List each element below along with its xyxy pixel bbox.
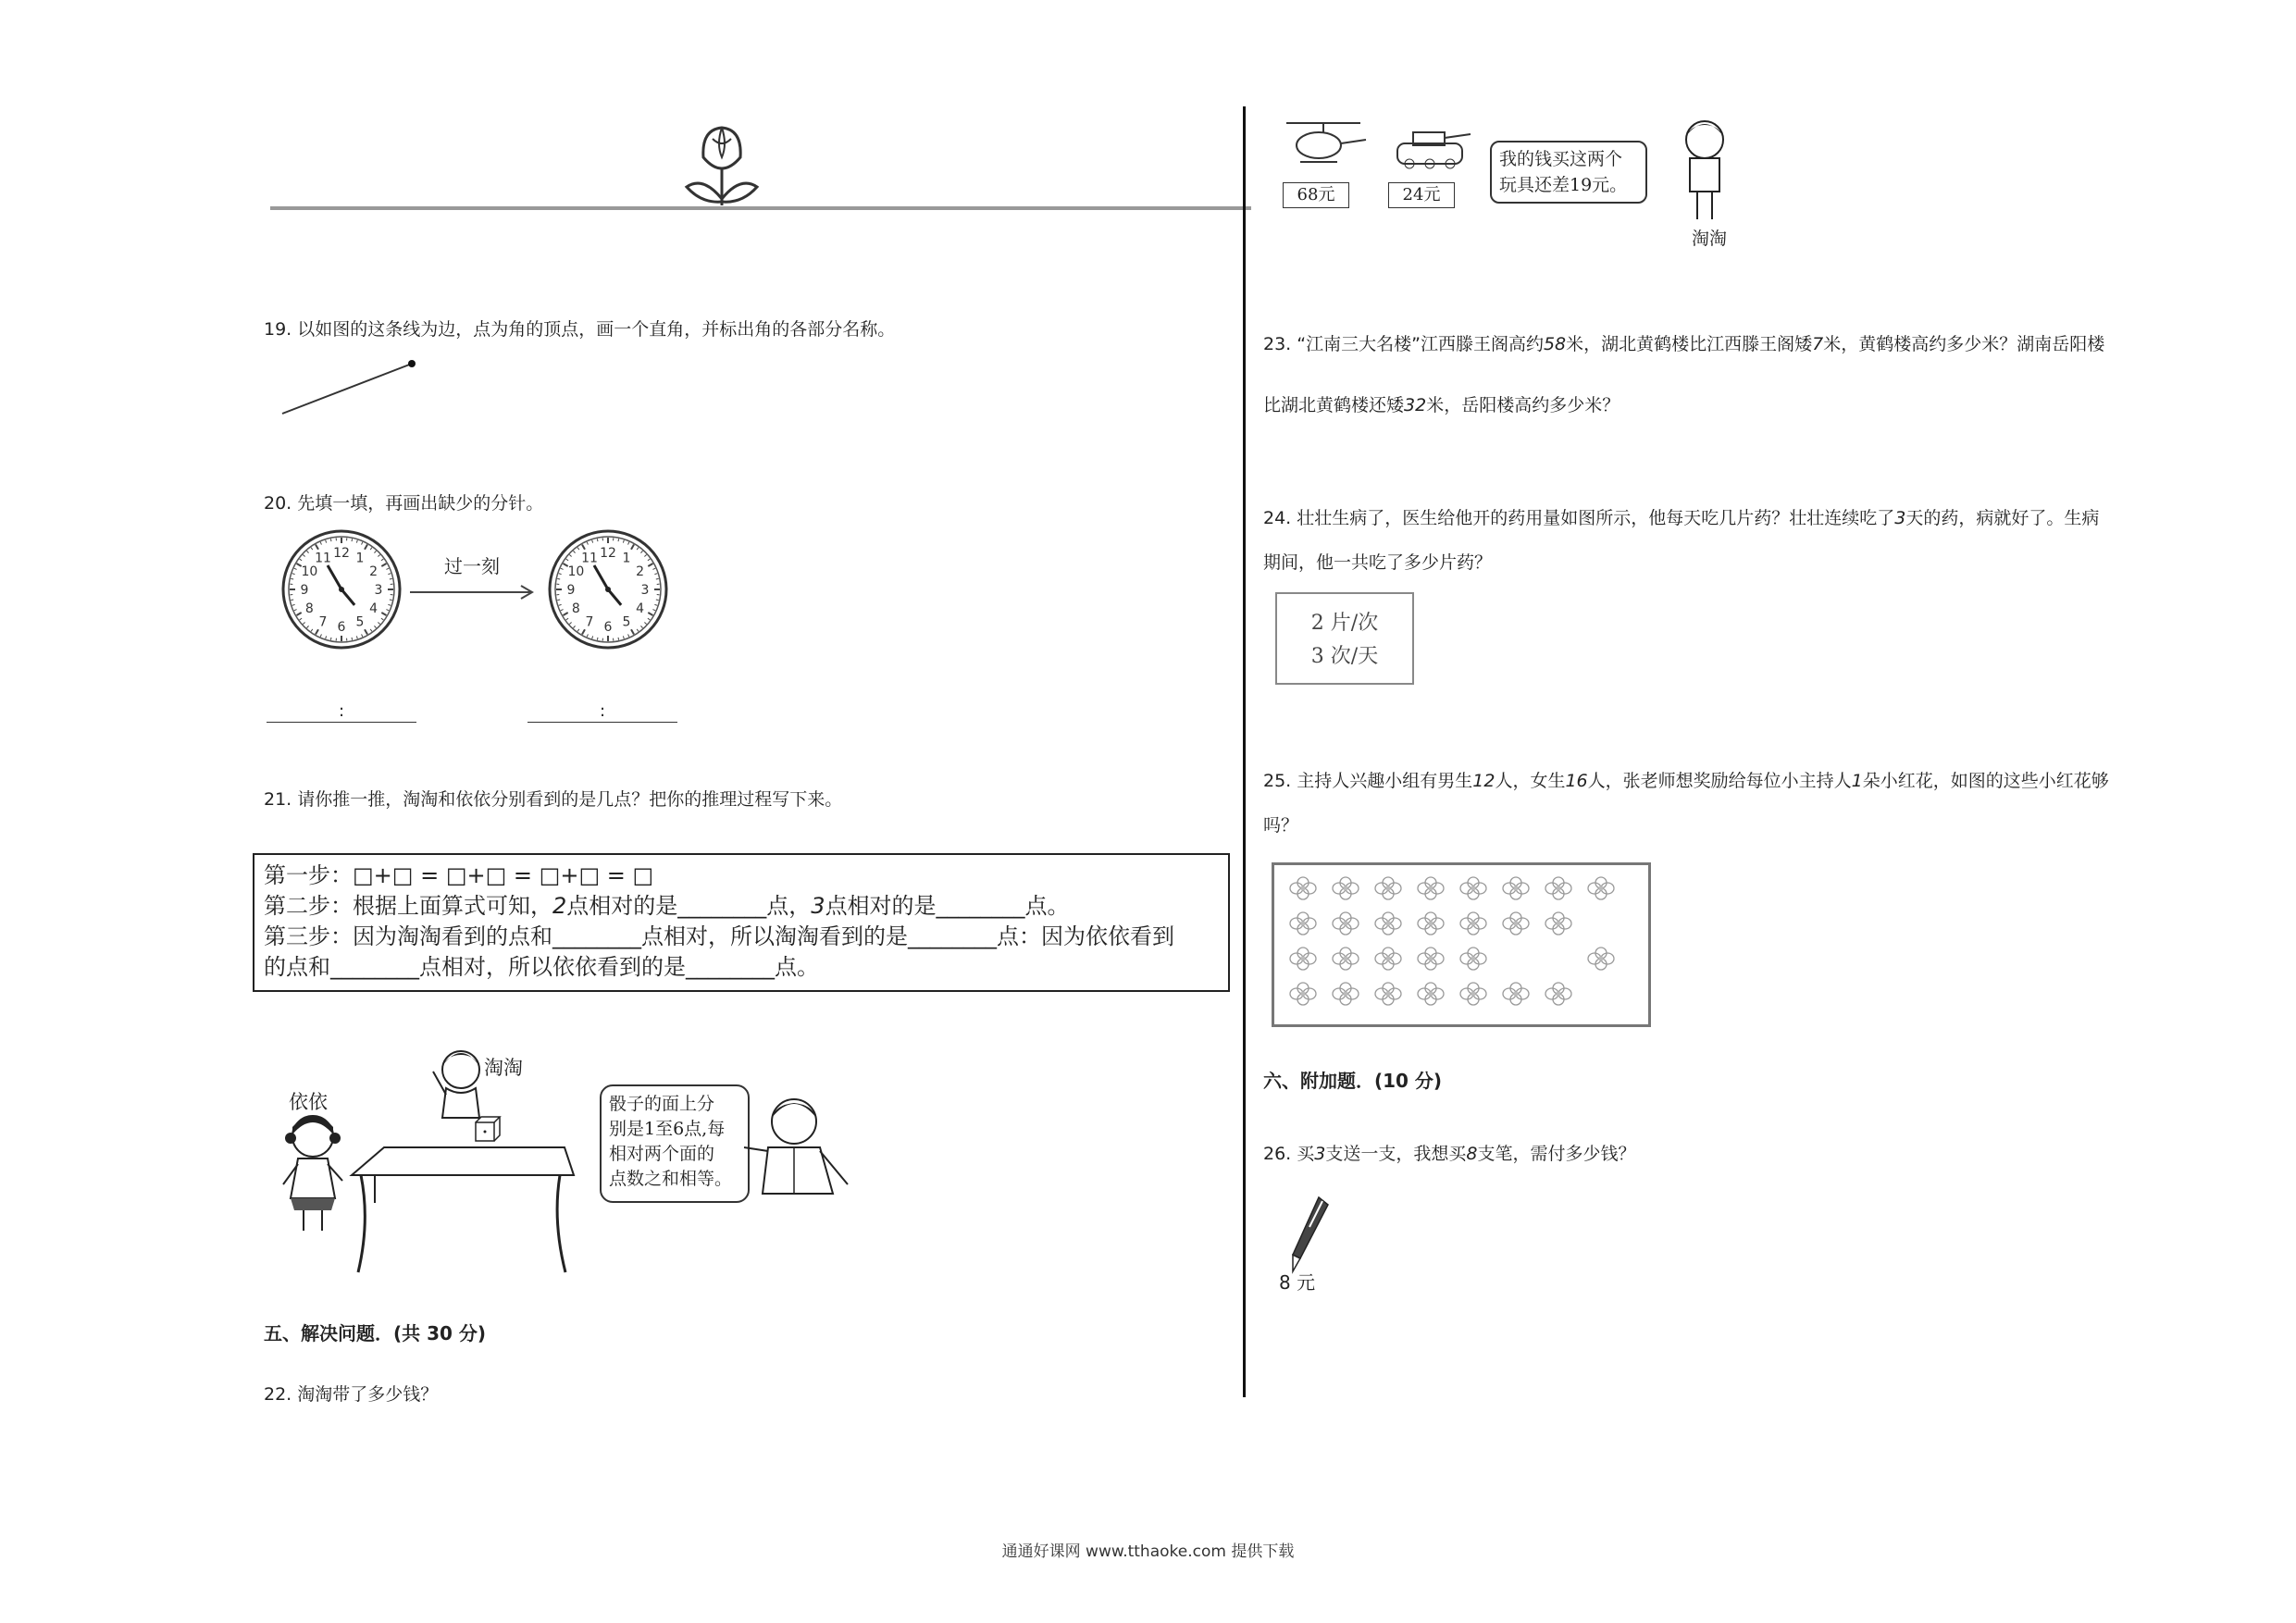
- flower-icon: [1287, 911, 1319, 935]
- teacher-illustration: [748, 1092, 859, 1221]
- clock-number: 3: [374, 583, 383, 598]
- clock-number: 3: [640, 583, 650, 598]
- question-24-line-2: 期间，他一共吃了多少片药？: [1263, 552, 1493, 573]
- table-illustration: [347, 1138, 578, 1277]
- flower-icon: [1415, 876, 1446, 900]
- flower-icon: [1372, 876, 1404, 900]
- flower-icon: [1458, 982, 1489, 1006]
- flower-icon: [1500, 911, 1532, 935]
- reasoning-box: [253, 853, 1230, 992]
- flower-icon: [1500, 982, 1532, 1006]
- red-flowers-box: [1272, 862, 1651, 1027]
- question-26: 26. 买3支送一支，我想买8支笔，需付多少钱？: [1263, 1144, 1636, 1164]
- clock-number: 2: [369, 564, 379, 579]
- arrow-right-icon: [410, 583, 540, 601]
- price-tag-helicopter: 68元: [1283, 182, 1349, 208]
- clock-number: 7: [585, 614, 594, 630]
- flower-icon: [1458, 876, 1489, 900]
- flower-icon: [1287, 947, 1319, 971]
- clock-number: 8: [571, 601, 580, 616]
- clock-number: 1: [355, 551, 365, 566]
- flower-icon: [1415, 947, 1446, 971]
- pen-price: 8 元: [1279, 1271, 1316, 1294]
- question-25-line-1: 25. 主持人兴趣小组有男生12人，女生16人，张老师想奖励给每位小主持人1朵小红花，如图的这些小红花够: [1263, 771, 2109, 791]
- flower-icon: [1415, 982, 1446, 1006]
- clock-number: 10: [567, 564, 585, 579]
- taotao-label: 淘淘: [484, 1057, 523, 1079]
- tulip-icon: [676, 120, 768, 213]
- clock-number: 8: [304, 601, 314, 616]
- section-5-title: 五、解决问题．(共 30 分): [264, 1322, 487, 1344]
- clock-number: 9: [300, 583, 309, 598]
- taotao-name: 淘淘: [1692, 229, 1728, 249]
- dosage-card: 2 片/次 3 次/天: [1275, 592, 1414, 685]
- question-22: 22. 淘淘带了多少钱？: [264, 1384, 439, 1405]
- clock-number: 10: [301, 564, 318, 579]
- boy-taotao-illustration: [428, 1044, 492, 1122]
- question-23-line-1: 23. “江南三大名楼”江西滕王阁高约58米，湖北黄鹤楼比江西滕王阁矮7米，黄鹤楼高约多少米？湖南岳阳楼: [1263, 334, 2105, 354]
- pen-icon: [1282, 1194, 1337, 1277]
- clock-number: 1: [622, 551, 631, 566]
- step-3-line-2: 的点和________点相对，所以依依看到的是________点。: [264, 954, 819, 980]
- yiyi-label: 依依: [289, 1091, 328, 1113]
- clock-number: 11: [315, 551, 331, 566]
- flower-icon: [1415, 911, 1446, 935]
- flower-icon: [1287, 982, 1319, 1006]
- question-24-line-1: 24. 壮壮生病了，医生给他开的药用量如图所示，他每天吃几片药？壮壮连续吃了3天的药，病就好了。生病: [1263, 508, 2100, 528]
- q19-ray-figure: [278, 356, 426, 421]
- question-23-line-2: 比湖北黄鹤楼还矮32米，岳阳楼高约多少米？: [1263, 395, 1620, 415]
- clock-number: 5: [622, 614, 631, 630]
- clock-number: 4: [369, 601, 379, 616]
- clock-number: 11: [581, 551, 598, 566]
- flower-icon: [1500, 876, 1532, 900]
- column-divider: [1243, 106, 1246, 1397]
- arrow-label: 过一刻: [444, 555, 500, 577]
- flower-icon: [1330, 982, 1361, 1006]
- clock-before: [279, 527, 403, 651]
- flower-icon: [1458, 947, 1489, 971]
- question-25-line-2: 吗？: [1263, 815, 1299, 836]
- speech-bubble-toys: 我的钱买这两个 玩具还差19元。: [1490, 141, 1647, 204]
- question-20: 20. 先填一填，再画出缺少的分针。: [264, 493, 544, 514]
- section-6-title: 六、附加题．(10 分): [1263, 1070, 1443, 1092]
- clock-number: 4: [636, 601, 645, 616]
- step-1: 第一步：□+□ = □+□ = □+□ = □: [264, 862, 654, 888]
- clock-number: 5: [355, 614, 365, 630]
- flower-icon: [1585, 947, 1617, 971]
- tank-toy-icon: [1384, 116, 1476, 180]
- flower-icon: [1585, 876, 1617, 900]
- step-2: 第二步：根据上面算式可知，2点相对的是________点，3点相对的是________点。: [264, 893, 1070, 919]
- speech-bubble-dice: 骰子的面上分 别是1至6点,每 相对两个面的 点数之和相等。: [600, 1084, 750, 1203]
- flower-icon: [1372, 911, 1404, 935]
- flower-icon: [1330, 876, 1361, 900]
- footer: 通通好课网 www.tthaoke.com 提供下载: [1001, 1542, 1295, 1561]
- clock-number: 7: [318, 614, 328, 630]
- flower-icon: [1372, 947, 1404, 971]
- flower-icon: [1372, 982, 1404, 1006]
- clock-number: 12: [333, 546, 350, 561]
- time-blank-1[interactable]: :: [267, 703, 416, 723]
- clock-number: 6: [603, 620, 613, 635]
- boy-taotao-standing-illustration: [1673, 116, 1738, 227]
- flower-icon: [1458, 911, 1489, 935]
- clock-number: 6: [337, 620, 346, 635]
- clock-after: [546, 527, 670, 651]
- step-3-line-1: 第三步：因为淘淘看到的点和________点相对，所以淘淘看到的是________点：因为依依看到: [264, 923, 1174, 949]
- flower-icon: [1543, 911, 1574, 935]
- helicopter-toy-icon: [1277, 116, 1370, 180]
- time-blank-2[interactable]: :: [527, 703, 677, 723]
- clock-number: 12: [600, 546, 616, 561]
- clock-number: 2: [636, 564, 645, 579]
- flower-icon: [1330, 911, 1361, 935]
- flower-icon: [1543, 876, 1574, 900]
- flower-icon: [1543, 982, 1574, 1006]
- question-21: 21. 请你推一推，淘淘和依依分别看到的是几点？把你的推理过程写下来。: [264, 789, 843, 810]
- price-tag-tank: 24元: [1388, 182, 1455, 208]
- girl-yiyi-illustration: [276, 1110, 350, 1235]
- question-19: 19. 以如图的这条线为边，点为角的顶点，画一个直角，并标出角的各部分名称。: [264, 319, 896, 340]
- flower-icon: [1287, 876, 1319, 900]
- flower-icon: [1330, 947, 1361, 971]
- clock-number: 9: [566, 583, 576, 598]
